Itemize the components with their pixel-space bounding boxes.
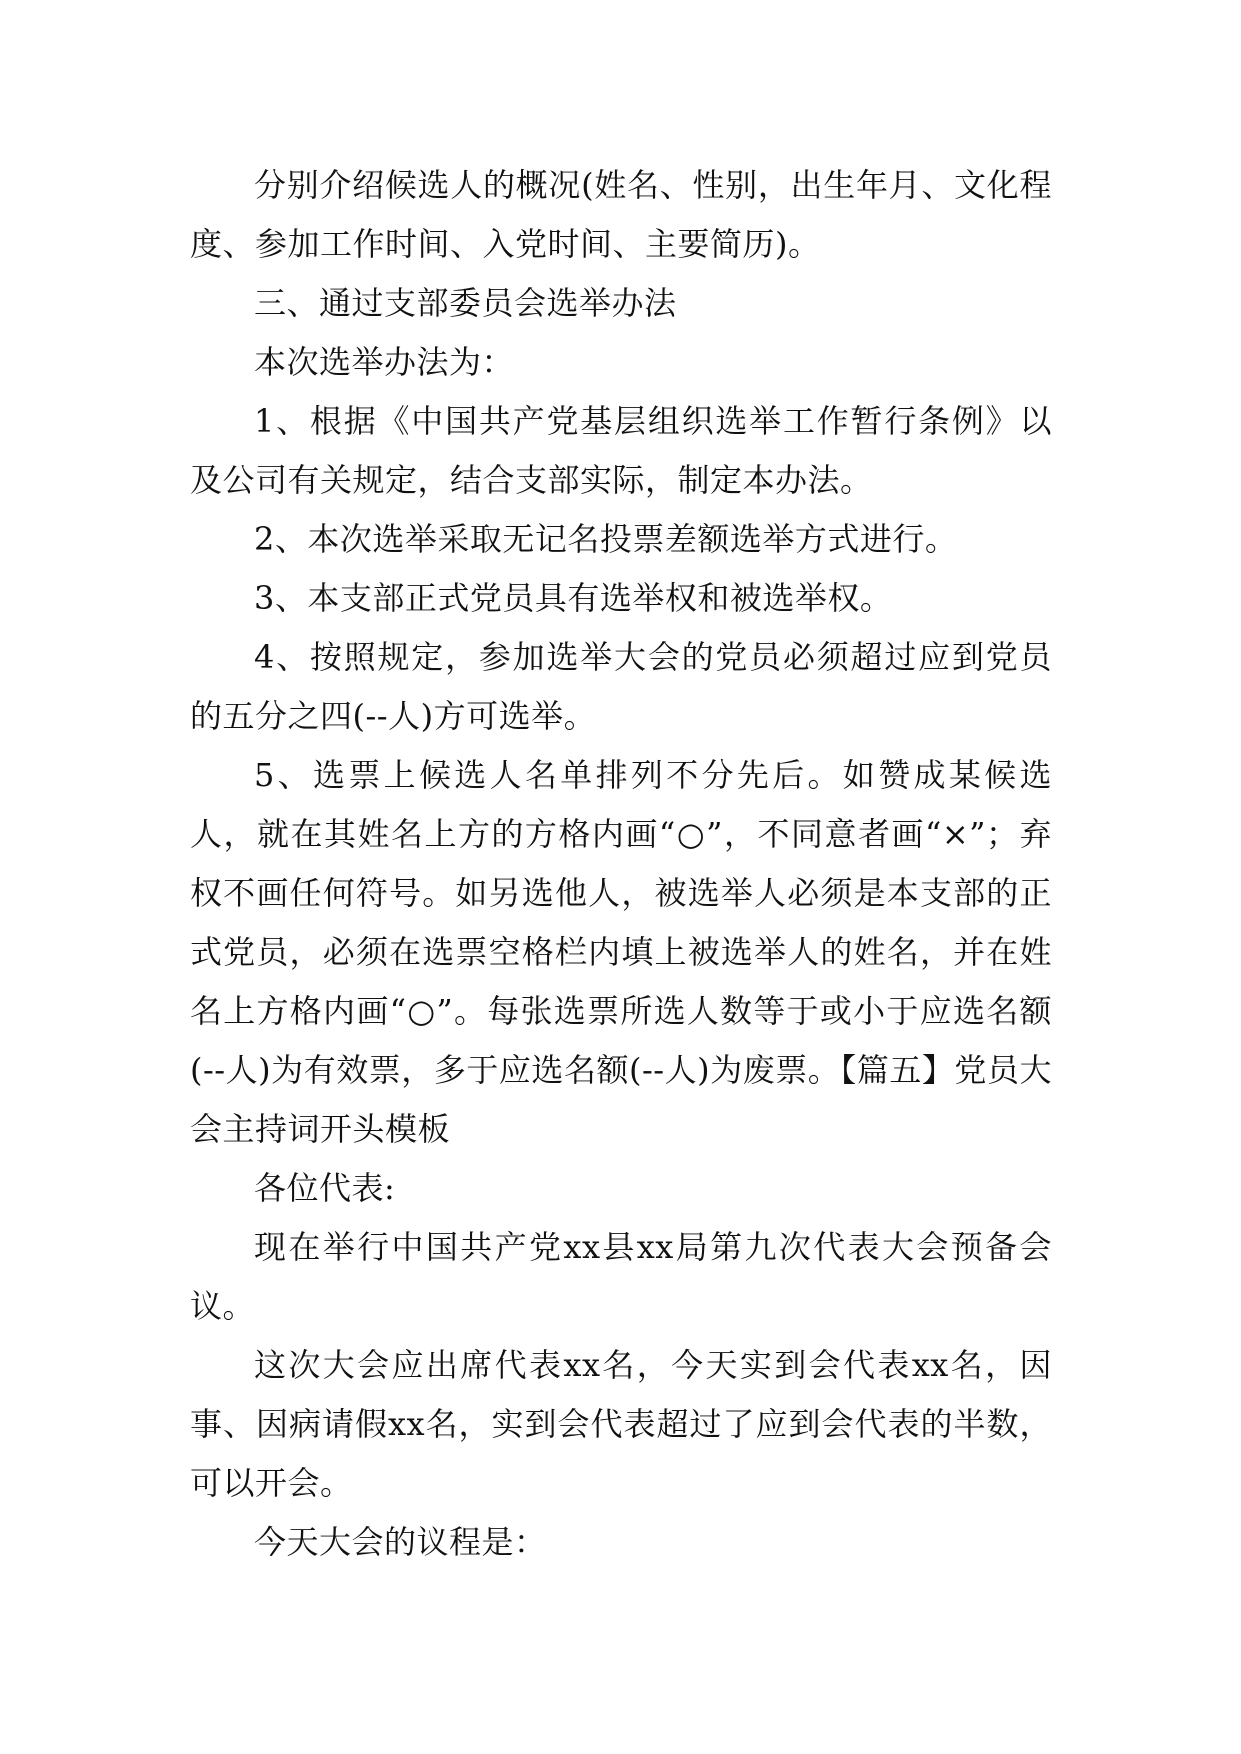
paragraph-rule-3: 3、本支部正式党员具有选举权和被选举权。	[254, 579, 893, 617]
paragraph-rule-5: 5、选票上候选人名单排列不分先后。如赞成某候选人，就在其姓名上方的方格内画“○”，不同意者画“×”；弃权不画任何符号。如另选他人，被选举人必须是本支部的正式党员，必须在选票空格栏内填上被选举人的姓名，并在姓名上方格内画“○”。每张选票所选人数等于或小于应选名额(--人)为有效票，多于应选名额(--人)为废票。【篇五】党员大会主持词开头模板	[190, 756, 1052, 1148]
paragraph-agenda-intro: 今天大会的议程是：	[254, 1523, 547, 1561]
document-body	[190, 156, 1052, 1572]
paragraph-rule-1: 1、根据《中国共产党基层组织选举工作暂行条例》以及公司有关规定，结合支部实际，制定本办法。	[190, 402, 1052, 499]
paragraph-method-intro: 本次选举办法为：	[254, 343, 515, 381]
paragraph-rule-4: 4、按照规定，参加选举大会的党员必须超过应到党员的五分之四(--人)方可选举。	[190, 638, 1052, 735]
paragraph-greeting: 各位代表:	[254, 1169, 396, 1207]
section-heading-election-method: 三、通过支部委员会选举办法	[254, 284, 677, 322]
paragraph-attendance: 这次大会应出席代表xx名，今天实到会代表xx名，因事、因病请假xx名，实到会代表超过了应到会代表的半数，可以开会。	[190, 1346, 1052, 1502]
paragraph-meeting-announcement: 现在举行中国共产党xx县xx局第九次代表大会预备会议。	[190, 1228, 1052, 1325]
paragraph-rule-2: 2、本次选举采取无记名投票差额选举方式进行。	[254, 520, 958, 558]
paragraph-candidate-intro: 分别介绍候选人的概况(姓名、性别，出生年月、文化程度、参加工作时间、入党时间、主要简历)。	[190, 166, 1052, 263]
